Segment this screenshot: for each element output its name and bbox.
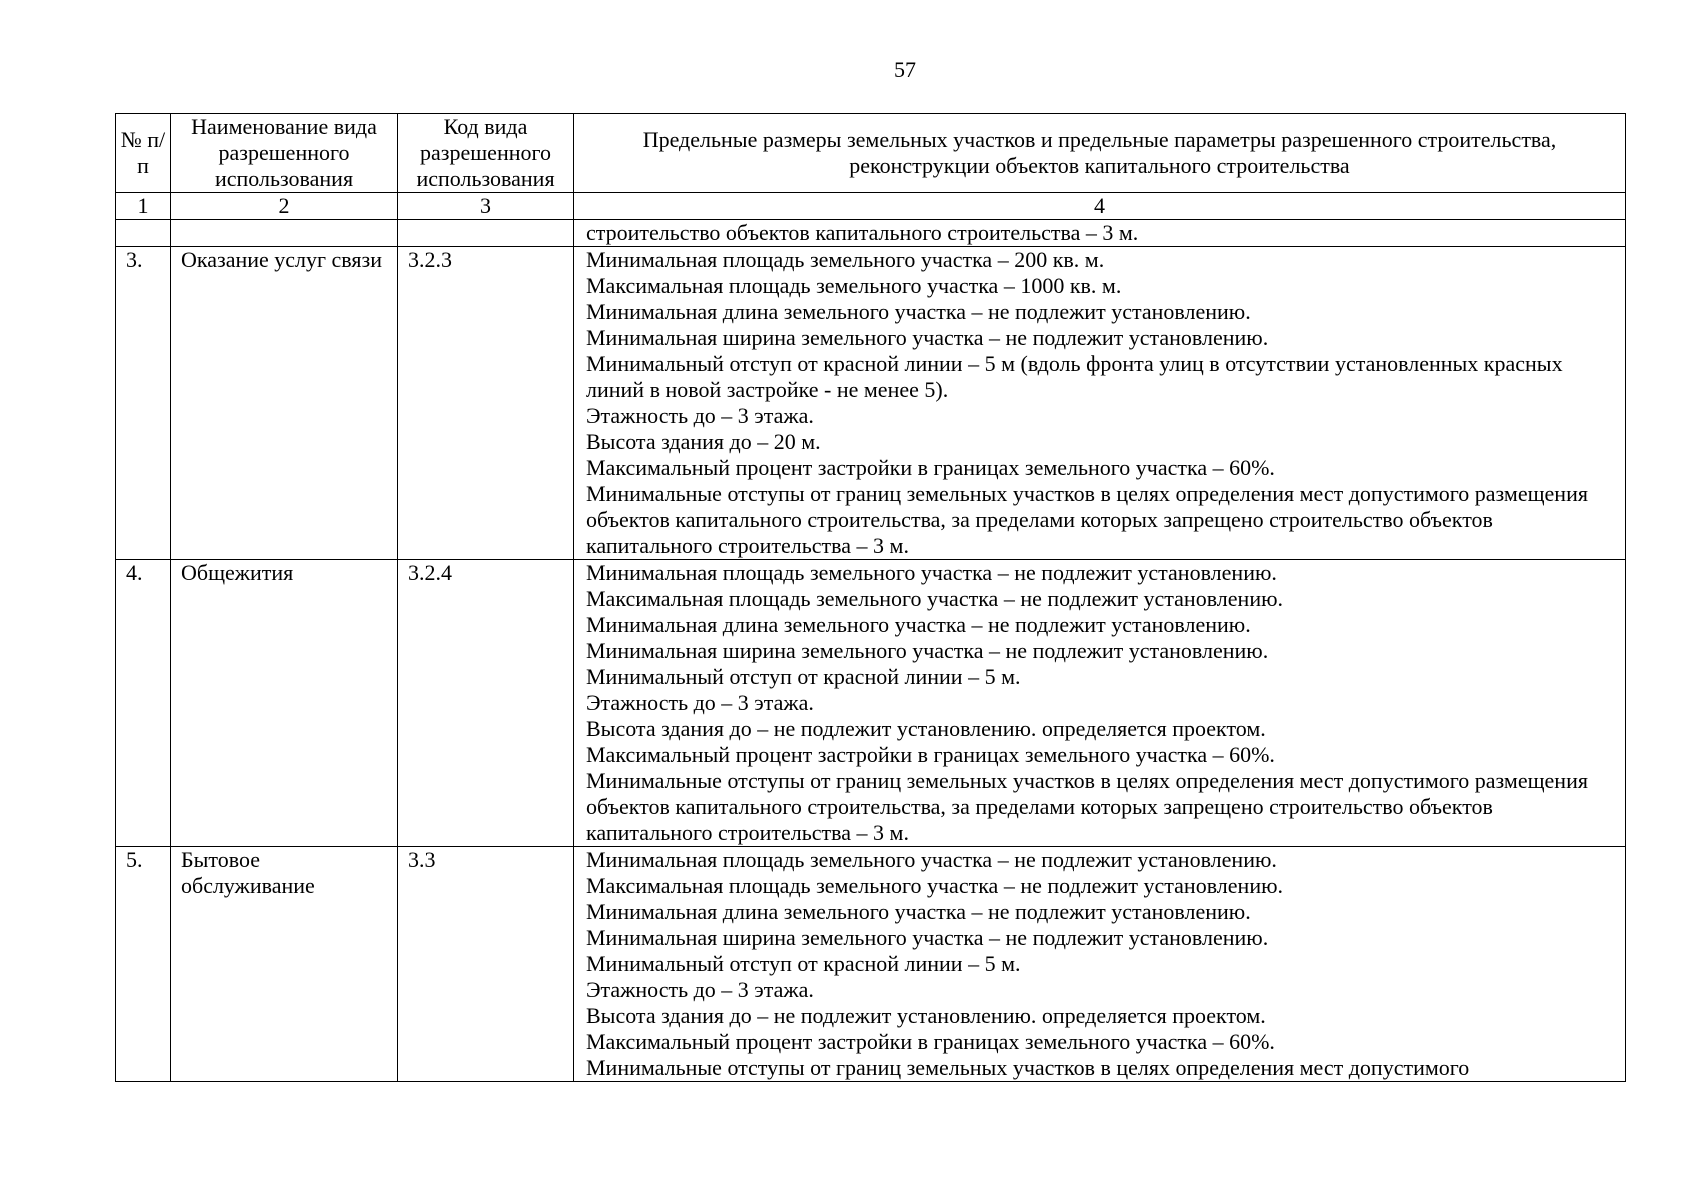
parameter-line: Высота здания до – не подлежит установлению. определяется проектом. <box>586 1003 1266 1028</box>
parameter-line: Максимальная площадь земельного участка – не подлежит установлению. <box>586 586 1284 611</box>
parameter-line: Минимальная длина земельного участка – не подлежит установлению. <box>586 612 1251 637</box>
header-parameters: Предельные размеры земельных участков и предельные параметры разрешенного строительства, реконструкции объектов капитального строительства <box>574 114 1626 193</box>
column-number-4: 4 <box>574 193 1626 220</box>
continuation-row <box>116 220 1626 247</box>
table-row <box>116 247 1626 560</box>
column-number-2: 2 <box>171 193 398 220</box>
row-number: 3. <box>116 247 171 560</box>
use-name <box>171 220 398 247</box>
parameter-line: Этажность до – 3 этажа. <box>586 977 814 1002</box>
parameter-line: Минимальная длина земельного участка – не подлежит установлению. <box>586 899 1251 924</box>
parameter-line: Минимальная площадь земельного участка – не подлежит установлению. <box>586 560 1277 585</box>
parameter-line: Минимальная ширина земельного участка – не подлежит установлению. <box>586 925 1269 950</box>
parameter-line: Минимальный отступ от красной линии – 5 м. <box>586 951 1021 976</box>
parameter-line: Высота здания до – 20 м. <box>586 429 821 454</box>
parameter-line: Минимальные отступы от границ земельных участков в целях определения мест допустимого <box>586 1055 1470 1080</box>
parameter-line: Максимальная площадь земельного участка – 1000 кв. м. <box>586 273 1122 298</box>
parameters-cell <box>574 220 1626 247</box>
land-use-parameters-table <box>115 113 1626 1082</box>
parameter-line: Этажность до – 3 этажа. <box>586 690 814 715</box>
parameter-line: Этажность до – 3 этажа. <box>586 403 814 428</box>
table-header-row <box>116 114 1626 193</box>
use-code: 3.2.4 <box>398 560 574 847</box>
parameter-line: строительство объектов капитального строительства – 3 м. <box>586 220 1139 245</box>
use-code: 3.2.3 <box>398 247 574 560</box>
row-number <box>116 220 171 247</box>
use-name: Оказание услуг связи <box>171 247 398 560</box>
parameter-line: Максимальный процент застройки в границах земельного участка – 60%. <box>586 1029 1275 1054</box>
parameter-line: Минимальный отступ от красной линии – 5 м. <box>586 664 1021 689</box>
table-row <box>116 847 1626 1082</box>
use-name: Общежития <box>171 560 398 847</box>
parameter-line: Максимальный процент застройки в границах земельного участка – 60%. <box>586 455 1275 480</box>
parameters-cell <box>574 847 1626 1082</box>
header-use-name: Наименование вида разрешенного использования <box>171 114 398 193</box>
parameter-line: Минимальная площадь земельного участка – 200 кв. м. <box>586 247 1105 272</box>
parameters-cell <box>574 247 1626 560</box>
parameter-line: Максимальная площадь земельного участка – не подлежит установлению. <box>586 873 1284 898</box>
column-number-1: 1 <box>116 193 171 220</box>
parameter-line: Максимальный процент застройки в границах земельного участка – 60%. <box>586 742 1275 767</box>
use-code <box>398 220 574 247</box>
parameters-cell <box>574 560 1626 847</box>
parameter-line: Минимальные отступы от границ земельных участков в целях определения мест допустимого размещения объектов капитального строительства, за пределами которых запрещено строительство объектов капитального строительства – 3 м. <box>586 768 1588 845</box>
header-use-code: Код вида разрешенного использования <box>398 114 574 193</box>
page-number: 57 <box>894 57 916 82</box>
use-code: 3.3 <box>398 847 574 1082</box>
use-name: Бытовое обслуживание <box>171 847 398 1082</box>
parameter-line: Минимальные отступы от границ земельных участков в целях определения мест допустимого размещения объектов капитального строительства, за пределами которых запрещено строительство объектов капитального строительства – 3 м. <box>586 481 1588 558</box>
column-number-3: 3 <box>398 193 574 220</box>
parameter-line: Минимальная длина земельного участка – не подлежит установлению. <box>586 299 1251 324</box>
table-row <box>116 560 1626 847</box>
header-number: № п/п <box>116 114 171 193</box>
row-number: 5. <box>116 847 171 1082</box>
parameter-line: Минимальная ширина земельного участка – не подлежит установлению. <box>586 638 1269 663</box>
parameter-line: Высота здания до – не подлежит установлению. определяется проектом. <box>586 716 1266 741</box>
parameter-line: Минимальный отступ от красной линии – 5 м (вдоль фронта улиц в отсутствии установленных красных линий в новой застройке - не менее 5). <box>586 351 1563 402</box>
parameter-line: Минимальная ширина земельного участка – не подлежит установлению. <box>586 325 1269 350</box>
row-number: 4. <box>116 560 171 847</box>
parameter-line: Минимальная площадь земельного участка – не подлежит установлению. <box>586 847 1277 872</box>
column-number-row <box>116 193 1626 220</box>
